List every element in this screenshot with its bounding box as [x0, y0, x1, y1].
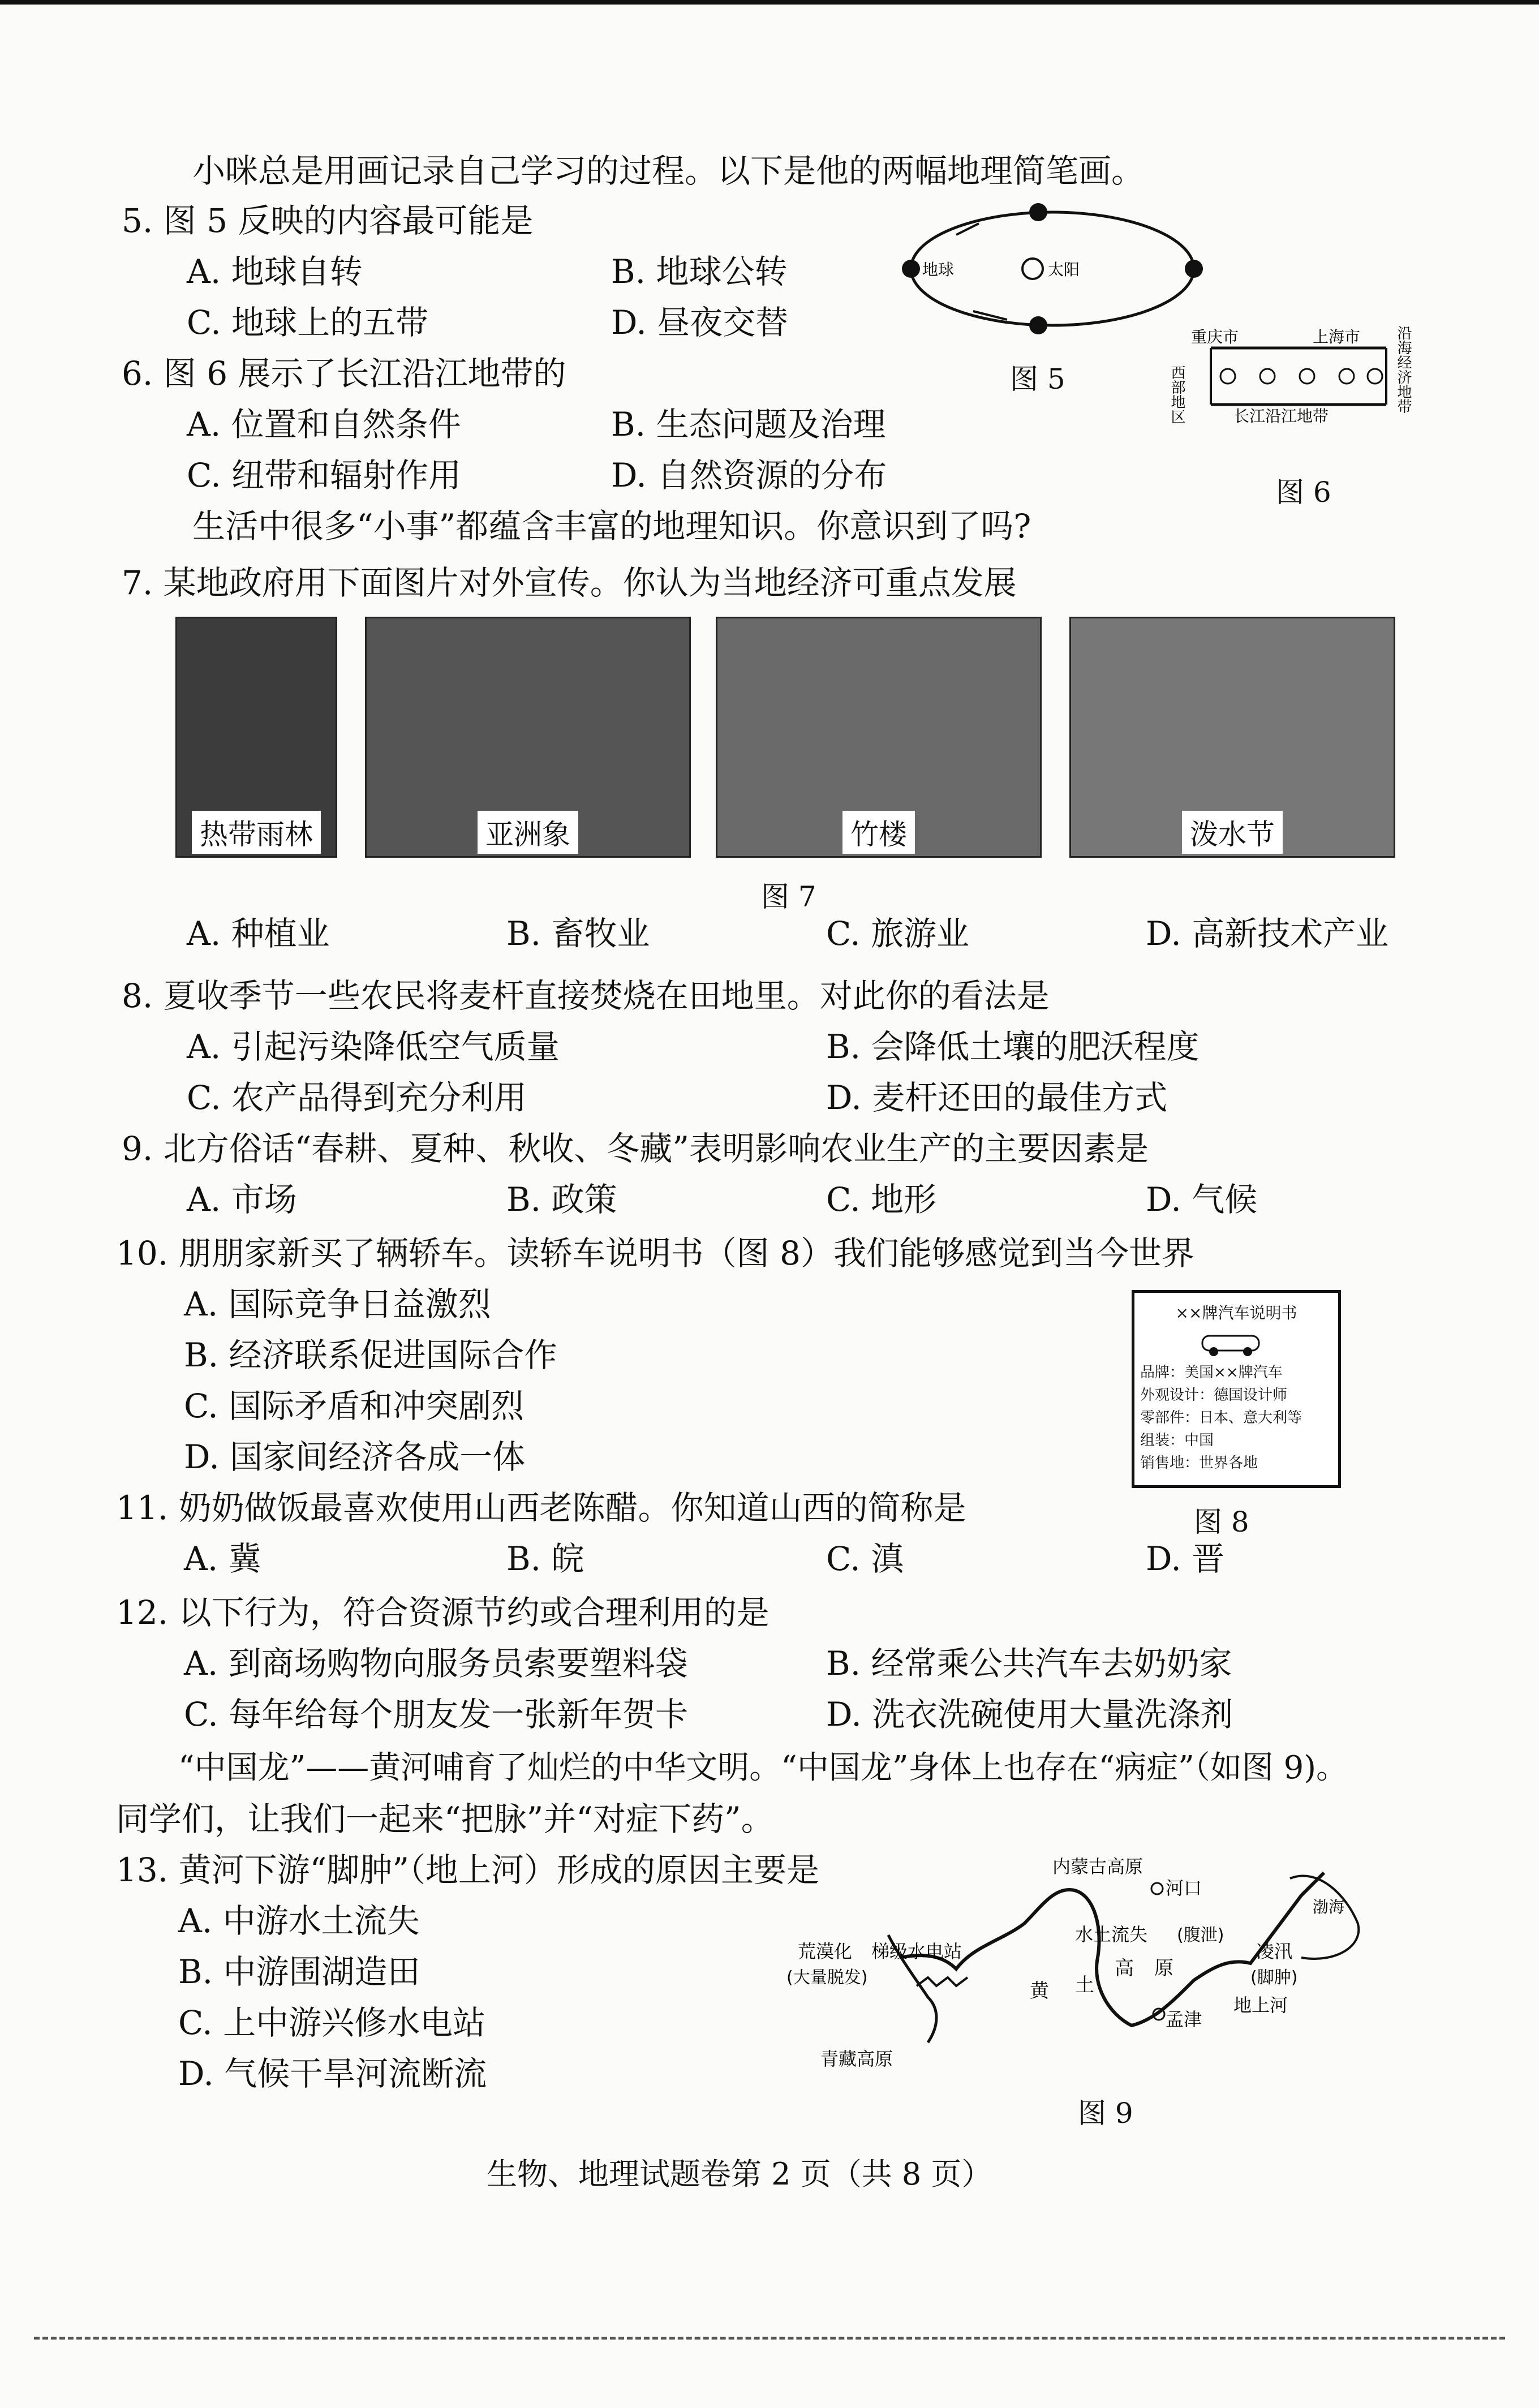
q13-option-b: B. 中游围湖造田	[178, 1953, 420, 1991]
q12-option-c: C. 每年给每个朋友发一张新年贺卡	[184, 1695, 689, 1734]
q6-option-a: A. 位置和自然条件	[187, 405, 461, 444]
svg-text:(脚肿): (脚肿)	[1250, 1968, 1298, 1988]
svg-text:地球: 地球	[922, 260, 955, 279]
svg-text:梯级水电站: 梯级水电站	[871, 1941, 962, 1962]
photo-caption: 热带雨林	[192, 811, 321, 854]
photo-rainforest	[175, 617, 337, 858]
svg-text:河口: 河口	[1166, 1877, 1202, 1899]
q11-option-c: C. 滇	[826, 1540, 904, 1578]
q8-option-c: C. 农产品得到充分利用	[187, 1078, 527, 1117]
svg-text:黄: 黄	[1030, 1980, 1049, 2002]
q7-option-b: B. 畜牧业	[506, 914, 650, 953]
q6-option-c: C. 纽带和辐射作用	[187, 456, 462, 494]
svg-text:荒漠化: 荒漠化	[798, 1941, 853, 1962]
photo-water-festival	[1069, 617, 1395, 858]
figure-5-label: 图 5	[1010, 363, 1065, 395]
q7-stem: 7. 某地政府用下面图片对外宣传。你认为当地经济可重点发展	[122, 564, 1017, 602]
top-border	[0, 0, 1539, 5]
svg-text:水土流失: 水土流失	[1075, 1924, 1148, 1945]
q10-option-a: A. 国际竞争日益激烈	[184, 1285, 491, 1323]
manual-title: ××牌汽车说明书	[1175, 1304, 1297, 1322]
q10-stem: 10. 朋朋家新买了辆轿车。读轿车说明书（图 8）我们能够感觉到当今世界	[116, 1234, 1195, 1272]
q13-option-d: D. 气候干旱河流断流	[178, 2054, 487, 2093]
q7-option-d: D. 高新技术产业	[1146, 914, 1389, 953]
svg-text:重庆市: 重庆市	[1191, 328, 1239, 346]
svg-text:地上河: 地上河	[1233, 1994, 1288, 2016]
q12-stem: 12. 以下行为，符合资源节约或合理利用的是	[116, 1593, 770, 1632]
manual-row: 组装：中国	[1140, 1432, 1214, 1449]
svg-text:凌汛: 凌汛	[1256, 1941, 1293, 1962]
q5-option-d: D. 昼夜交替	[611, 303, 789, 342]
q13-option-a: A. 中游水土流失	[178, 1902, 420, 1940]
photo-caption: 亚洲象	[478, 811, 578, 854]
figure-9-yellow-river-map	[758, 1856, 1392, 2093]
svg-text:(腹泄): (腹泄)	[1177, 1925, 1224, 1945]
q12-option-d: D. 洗衣洗碗使用大量洗涤剂	[826, 1695, 1233, 1734]
svg-text:原: 原	[1154, 1957, 1173, 1980]
q9-option-d: D. 气候	[1146, 1180, 1258, 1219]
q6-option-d: D. 自然资源的分布	[611, 456, 887, 494]
svg-text:西部地区: 西部地区	[1168, 365, 1185, 424]
q9-option-c: C. 地形	[826, 1180, 937, 1219]
q7-option-a: A. 种植业	[187, 914, 330, 953]
intro-text-3b: 同学们，让我们一起来“把脉”并“对症下药”。	[116, 1800, 774, 1838]
q10-option-c: C. 国际矛盾和冲突剧烈	[184, 1387, 525, 1425]
q11-option-b: B. 皖	[506, 1540, 584, 1578]
svg-text:太阳: 太阳	[1048, 260, 1080, 279]
svg-text:长江沿江地带: 长江沿江地带	[1233, 407, 1329, 425]
intro-text-1: 小咪总是用画记录自己学习的过程。以下是他的两幅地理简笔画。	[192, 152, 1145, 190]
q11-option-d: D. 晋	[1146, 1540, 1225, 1578]
figure-8-car-manual	[1132, 1290, 1341, 1488]
intro-text-2: 生活中很多“小事”都蕴含丰富的地理知识。你意识到了吗?	[192, 507, 1031, 545]
photo-bamboo-house	[716, 617, 1042, 858]
svg-text:沿海经济地带: 沿海经济地带	[1395, 325, 1412, 414]
svg-text:渤海: 渤海	[1313, 1898, 1345, 1916]
q5-option-b: B. 地球公转	[611, 252, 788, 291]
intro-text-3a: “中国龙”——黄河哺育了灿烂的中华文明。“中国龙”身体上也存在“病症”（如图 9)。	[178, 1749, 1348, 1786]
q8-stem: 8. 夏收季节一些农民将麦杆直接焚烧在田地里。对此你的看法是	[122, 977, 1050, 1015]
q12-option-a: A. 到商场购物向服务员索要塑料袋	[184, 1644, 688, 1683]
q9-option-a: A. 市场	[187, 1180, 297, 1219]
photo-caption: 竹楼	[842, 811, 915, 854]
figure-9-label: 图 9	[1078, 2097, 1133, 2130]
figure-7-label: 图 7	[761, 880, 816, 913]
q10-option-d: D. 国家间经济各成一体	[184, 1438, 526, 1476]
manual-row: 外观设计：德国设计师	[1140, 1387, 1288, 1404]
q10-option-b: B. 经济联系促进国际合作	[184, 1336, 557, 1374]
photo-asian-elephant	[365, 617, 691, 858]
q8-option-b: B. 会降低土壤的肥沃程度	[826, 1027, 1200, 1066]
figure-8-label: 图 8	[1194, 1506, 1249, 1538]
manual-row: 零部件：日本、意大利等	[1140, 1409, 1302, 1426]
q13-stem: 13. 黄河下游“脚肿”（地上河）形成的原因主要是	[116, 1851, 819, 1889]
q8-option-a: A. 引起污染降低空气质量	[187, 1027, 560, 1066]
manual-row: 销售地：世界各地	[1140, 1455, 1258, 1472]
bottom-divider	[34, 2337, 1505, 2340]
svg-text:(大量脱发): (大量脱发)	[786, 1968, 868, 1988]
q5-option-c: C. 地球上的五带	[187, 303, 429, 342]
q12-option-b: B. 经常乘公共汽车去奶奶家	[826, 1644, 1232, 1683]
svg-text:土: 土	[1075, 1974, 1094, 1997]
q6-option-b: B. 生态问题及治理	[611, 405, 886, 444]
q5-stem: 5. 图 5 反映的内容最可能是	[122, 201, 534, 240]
photo-caption: 泼水节	[1182, 811, 1283, 854]
svg-text:内蒙古高原: 内蒙古高原	[1052, 1856, 1143, 1877]
q13-option-c: C. 上中游兴修水电站	[178, 2003, 486, 2042]
q11-option-a: A. 冀	[184, 1540, 261, 1578]
page-footer: 生物、地理试题卷第 2 页（共 8 页）	[487, 2156, 992, 2192]
q8-option-d: D. 麦杆还田的最佳方式	[826, 1078, 1168, 1117]
svg-text:高: 高	[1115, 1957, 1134, 1980]
svg-text:上海市: 上海市	[1313, 328, 1361, 346]
figure-6-label: 图 6	[1276, 476, 1331, 509]
q7-option-c: C. 旅游业	[826, 914, 970, 953]
q11-stem: 11. 奶奶做饭最喜欢使用山西老陈醋。你知道山西的简称是	[116, 1489, 966, 1527]
figure-6-diagram	[1166, 314, 1431, 455]
svg-text:孟津: 孟津	[1166, 2009, 1202, 2030]
manual-row: 品牌：美国××牌汽车	[1140, 1364, 1283, 1381]
q6-stem: 6. 图 6 展示了长江沿江地带的	[122, 354, 566, 393]
q5-option-a: A. 地球自转	[187, 252, 363, 291]
svg-text:青藏高原: 青藏高原	[820, 2048, 893, 2070]
q9-option-b: B. 政策	[506, 1180, 617, 1219]
q9-stem: 9. 北方俗话“春耕、夏种、秋收、冬藏”表明影响农业生产的主要因素是	[122, 1129, 1149, 1168]
car-icon	[1134, 1323, 1327, 1357]
